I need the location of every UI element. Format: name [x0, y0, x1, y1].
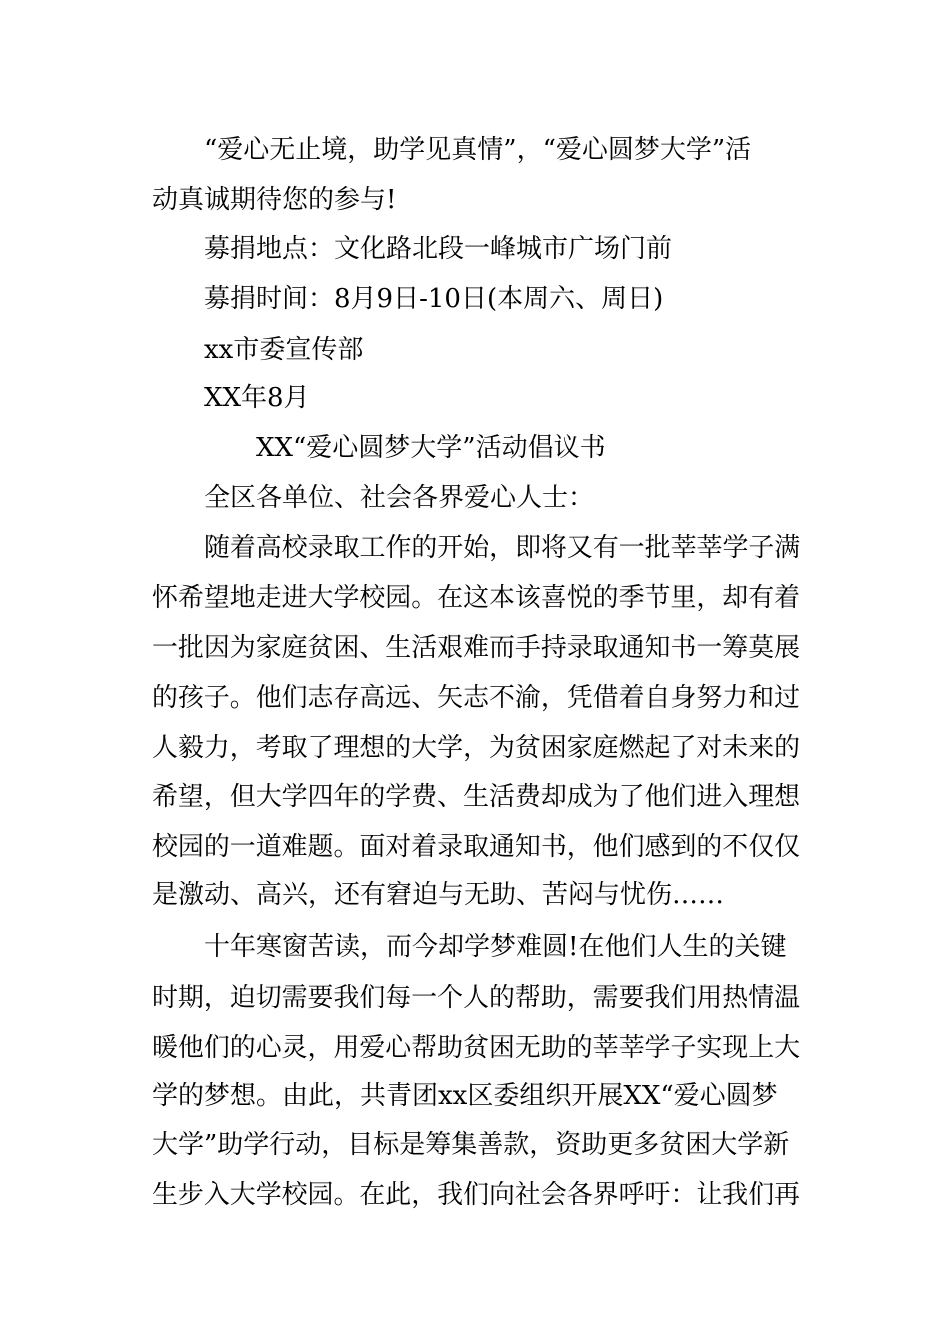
paragraph-2-line-6: 希望，但大学四年的学费、生活费却成为了他们进入理想 [152, 782, 801, 812]
paragraph-2-line-7: 校园的一道难题。面对着录取通知书，他们感到的不仅仅 [152, 832, 801, 862]
signature-date: XX年8月 [204, 383, 310, 413]
document-title: XX“爱心圆梦大学”活动倡议书 [256, 433, 606, 463]
paragraph-1-line-1: “爱心无止境，助学见真情”，“爱心圆梦大学”活 [204, 135, 752, 165]
paragraph-2-line-8: 是激动、高兴，还有窘迫与无助、苦闷与忧伤…… [152, 880, 725, 910]
paragraph-3-line-4: 学的梦想。由此，共青团xx区委组织开展XX“爱心圆梦 [152, 1081, 778, 1111]
paragraph-2-line-4: 的孩子。他们志存高远、矢志不渝，凭借着自身努力和过 [152, 683, 801, 713]
donation-time: 募捐时间：8月9日-10日(本周六、周日) [204, 284, 664, 314]
paragraph-2-line-5: 人毅力，考取了理想的大学，为贫困家庭燃起了对未来的 [152, 733, 801, 763]
signature-organization: xx市委宣传部 [204, 335, 364, 365]
donation-location: 募捐地点：文化路北段一峰城市广场门前 [204, 234, 673, 264]
paragraph-2-line-2: 怀希望地走进大学校园。在这本该喜悦的季节里，却有着 [152, 583, 801, 613]
paragraph-3-line-5: 大学”助学行动，目标是筹集善款，资助更多贫困大学新 [152, 1130, 790, 1160]
paragraph-3-line-2: 时期，迫切需要我们每一个人的帮助，需要我们用热情温 [152, 983, 801, 1013]
paragraph-2-line-3: 一批因为家庭贫困、生活艰难而手持录取通知书一筹莫展 [152, 633, 801, 663]
paragraph-3-line-3: 暖他们的心灵，用爱心帮助贫困无助的莘莘学子实现上大 [152, 1033, 801, 1063]
paragraph-1-line-2: 动真诚期待您的参与! [152, 185, 397, 215]
paragraph-3-line-1: 十年寒窗苦读，而今却学梦难圆!在他们人生的关键 [204, 932, 787, 962]
paragraph-3-line-6: 生步入大学校园。在此，我们向社会各界呼吁：让我们再 [152, 1180, 801, 1210]
salutation: 全区各单位、社会各界爱心人士： [204, 483, 595, 513]
paragraph-2-line-1: 随着高校录取工作的开始，即将又有一批莘莘学子满 [204, 533, 801, 563]
